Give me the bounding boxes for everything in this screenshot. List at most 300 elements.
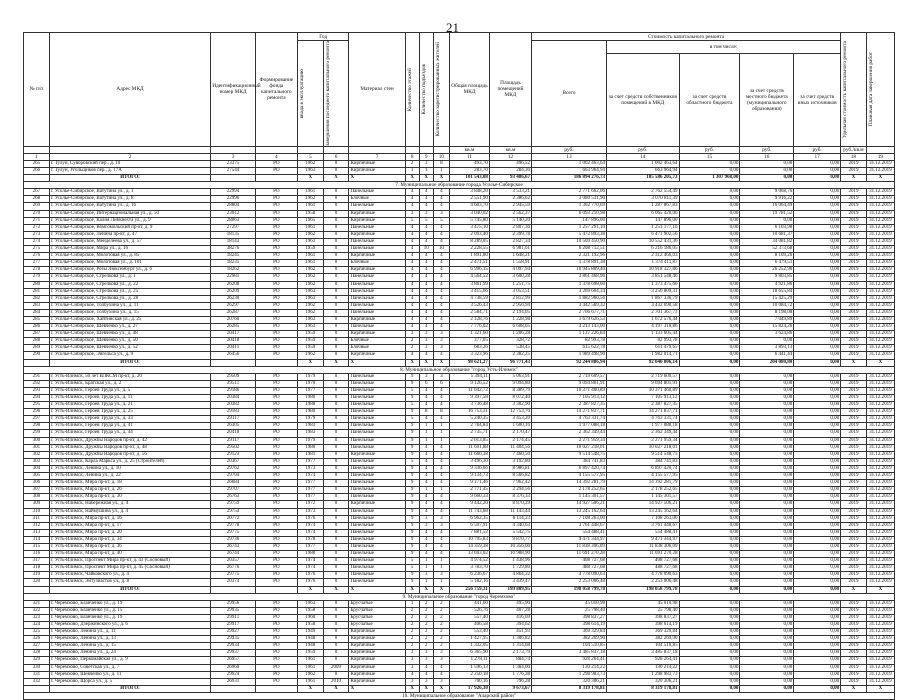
- table-cell: 282: [24, 295, 50, 302]
- table-cell: 2 128,76: [450, 316, 490, 323]
- table-cell: 6 479,51: [740, 260, 794, 267]
- col-local-header: за счет средств местного бюджета (муниципального образования): [740, 53, 794, 146]
- table-cell: 1972: [297, 501, 323, 508]
- table-cell: г. Усолье-Сибирское, Ленина пр-кт, д. 47: [49, 231, 211, 238]
- table-cell: 31.12.2019: [866, 210, 894, 217]
- table-cell: РО: [255, 451, 297, 458]
- table-cell: 1: [433, 558, 449, 565]
- table-cell: 0,00: [740, 387, 794, 394]
- table-cell: 2019: [841, 274, 867, 281]
- table-cell: 1 278,11: [450, 657, 490, 664]
- table-cell: 31.12.2019: [866, 373, 894, 380]
- table-cell: 9 514 548,75: [532, 451, 607, 458]
- table-cell: 10 945 809,40: [532, 267, 607, 274]
- table-cell: 1962: [297, 281, 323, 288]
- table-cell: 0: [323, 643, 349, 650]
- table-cell: 2 013,85: [450, 437, 490, 444]
- table-cell: 4: [419, 196, 433, 203]
- table-cell: 2019: [841, 458, 867, 465]
- table-cell: 0,00: [740, 664, 794, 671]
- table-cell: 9: [405, 395, 419, 402]
- table-cell: 11 143,44: [489, 508, 531, 515]
- table-cell: 321: [24, 600, 50, 607]
- table-cell: 2019: [841, 288, 867, 295]
- table-cell: 2019: [841, 387, 867, 394]
- table-cell: 3: [419, 572, 433, 579]
- table-cell: X: [419, 685, 433, 692]
- table-cell: X: [419, 359, 433, 366]
- table-cell: 45 010,98: [606, 600, 679, 607]
- table-cell: 4: [433, 302, 449, 309]
- table-cell: 2019: [841, 536, 867, 543]
- table-cell: 0,00: [679, 636, 740, 643]
- table-cell: 2 719 609,57: [532, 373, 607, 380]
- table-cell: 384 741,83: [532, 458, 607, 465]
- table-cell: 9: [405, 380, 419, 387]
- table-cell: 10 988,90: [489, 551, 531, 558]
- table-cell: 0,00: [794, 302, 841, 309]
- table-cell: 0,00: [740, 543, 794, 550]
- table-cell: 1988: [297, 402, 323, 409]
- table-row: [24, 203, 895, 210]
- table-cell: 332: [24, 678, 50, 685]
- table-cell: 1: [419, 565, 433, 572]
- table-cell: 3: [433, 338, 449, 345]
- table-cell: 2 271 959,34: [532, 437, 607, 444]
- table-cell: 0,00: [794, 657, 841, 664]
- table-cell: 3 861,99: [450, 281, 490, 288]
- table-cell: 0: [323, 160, 349, 167]
- table-cell: 4: [405, 302, 419, 309]
- table-cell: 104 510,85: [532, 643, 607, 650]
- table-cell: 2 701 367,73: [606, 309, 679, 316]
- table-row: [24, 636, 895, 643]
- table-cell: 0,00: [679, 387, 740, 394]
- table-cell: 0,00: [794, 487, 841, 494]
- table-cell: 5: [405, 565, 419, 572]
- table-cell: г. Усть-Илимск, Мира пр-кт, д. 34: [49, 536, 211, 543]
- table-cell: 0: [323, 536, 349, 543]
- table-cell: 0,00: [794, 522, 841, 529]
- table-cell: 2019: [841, 324, 867, 331]
- table-cell: 0,00: [740, 168, 794, 175]
- table-cell: 0,00: [679, 416, 740, 423]
- table-row: [24, 316, 895, 323]
- table-row: [24, 253, 895, 260]
- table-cell: РО: [255, 210, 297, 217]
- table-cell: г. Усть-Илимск, Проспект Мира пр-кт, д. 43 (Сосновый): [49, 558, 211, 565]
- table-cell: 5 240,35: [450, 416, 490, 423]
- table-cell: 700,16: [450, 678, 490, 685]
- table-row: [24, 657, 895, 664]
- col-total-header: Всего: [532, 41, 607, 147]
- table-cell: 11 838 306,09: [532, 543, 607, 550]
- table-cell: 29707: [211, 487, 255, 494]
- table-cell: Кирпичные: [349, 168, 405, 175]
- table-cell: 0: [323, 316, 349, 323]
- table-cell: 3: [433, 522, 449, 529]
- table-cell: 9: [405, 508, 419, 515]
- table-cell: 20383: [211, 402, 255, 409]
- table-cell: 2 762 554,49: [606, 189, 679, 196]
- table-cell: 0,00: [794, 246, 841, 253]
- table-cell: Панельные: [349, 409, 405, 416]
- table-cell: 0,00: [794, 380, 841, 387]
- table-cell: 6 996,15: [450, 267, 490, 274]
- table-cell: 0: [323, 402, 349, 409]
- table-cell: 1980: [297, 551, 323, 558]
- table-cell: 3: [433, 210, 449, 217]
- table-cell: Панельные: [349, 558, 405, 565]
- table-cell: г. Усть-Илимск, Энтузиастов ул., д. 8: [49, 579, 211, 586]
- table-cell: 8 109,26: [740, 253, 794, 260]
- table-cell: РО: [255, 380, 297, 387]
- table-cell: 394,62: [489, 622, 531, 629]
- table-cell: 1959: [297, 331, 323, 338]
- table-cell: X: [405, 586, 419, 593]
- table-cell: 290: [24, 352, 50, 359]
- table-cell: РО: [255, 196, 297, 203]
- table-cell: 7 776,02: [450, 324, 490, 331]
- table-cell: 268: [24, 196, 50, 203]
- table-cell: 315: [24, 543, 50, 550]
- table-cell: [24, 359, 50, 366]
- table-cell: 1959: [297, 246, 323, 253]
- col-other-header: за счет средств иных источников: [794, 53, 841, 146]
- table-row: [24, 543, 895, 550]
- table-cell: 9 442,20: [450, 501, 490, 508]
- table-cell: 2019: [841, 629, 867, 636]
- table-cell: 303: [24, 458, 50, 465]
- table-cell: 5: [405, 558, 419, 565]
- table-row: [24, 465, 895, 472]
- table-cell: 2019: [841, 451, 867, 458]
- table-cell: 276: [24, 253, 50, 260]
- table-cell: 2: [419, 600, 433, 607]
- table-cell: 0: [323, 607, 349, 614]
- table-cell: 96 771,43: [489, 359, 531, 366]
- table-row: [24, 238, 895, 245]
- table-cell: 286: [24, 324, 50, 331]
- table-cell: 11 838 306,09: [606, 543, 679, 550]
- table-cell: 1976: [297, 579, 323, 586]
- table-cell: 1948: [297, 636, 323, 643]
- table-cell: 2019: [841, 402, 867, 409]
- table-cell: 22996: [211, 196, 255, 203]
- table-cell: 2 362 349,44: [532, 430, 607, 437]
- table-cell: 0,00: [794, 373, 841, 380]
- table-cell: 26285: [211, 324, 255, 331]
- table-cell: 1961: [297, 260, 323, 267]
- table-row: [24, 224, 895, 231]
- table-cell: 29917: [211, 622, 255, 629]
- table-cell: 9: [405, 487, 419, 494]
- table-cell: 3 624,86: [740, 331, 794, 338]
- table-cell: 7 105 913,12: [532, 395, 607, 402]
- table-cell: 3: [405, 657, 419, 664]
- table-cell: 306: [24, 480, 50, 487]
- table-cell: 326: [24, 636, 50, 643]
- table-cell: 4: [433, 267, 449, 274]
- table-cell: 6 471 902,56: [606, 231, 679, 238]
- table-cell: 1: [433, 430, 449, 437]
- table-cell: РО: [255, 480, 297, 487]
- table-cell: 4: [405, 224, 419, 231]
- table-cell: Блочные: [349, 196, 405, 203]
- table-cell: 130 214,22: [606, 664, 679, 671]
- table-cell: Кирпичные: [349, 210, 405, 217]
- table-cell: 1 257 291,10: [532, 224, 607, 231]
- table-cell: РО: [255, 387, 297, 394]
- table-cell: 2019: [841, 558, 867, 565]
- table-cell: 0,00: [794, 402, 841, 409]
- table-cell: 398 837,27: [606, 614, 679, 621]
- table-cell: 29123: [211, 451, 255, 458]
- table-cell: 2: [419, 607, 433, 614]
- table-cell: 1 145 301,57: [532, 494, 607, 501]
- table-cell: РО: [255, 622, 297, 629]
- table-cell: [24, 586, 50, 593]
- table-cell: 1962: [297, 231, 323, 238]
- table-cell: 1 332,05: [450, 643, 490, 650]
- table-cell: 0,00: [679, 309, 740, 316]
- table-row: [24, 402, 895, 409]
- table-cell: Кирпичные: [349, 678, 405, 685]
- table-cell: 0,00: [794, 671, 841, 678]
- table-cell: г. Черемхово, Дзержинского ул., д. 6: [49, 622, 211, 629]
- table-cell: 29934: [211, 643, 255, 650]
- table-cell: 2 321 192,96: [532, 253, 607, 260]
- table-cell: 0,00: [794, 543, 841, 550]
- table-cell: 0,00: [794, 416, 841, 423]
- table-cell: РО: [255, 522, 297, 529]
- table-cell: 8 289,05: [450, 238, 490, 245]
- table-cell: 3 415,66: [450, 288, 490, 295]
- table-cell: 0,00: [794, 331, 841, 338]
- table-cell: 0: [323, 224, 349, 231]
- table-cell: 0,00: [679, 458, 740, 465]
- table-cell: 9 660,33: [450, 494, 490, 501]
- table-row: [24, 338, 895, 345]
- table-cell: 11 691 270,28: [532, 551, 607, 558]
- table-cell: РО: [255, 189, 297, 196]
- table-cell: 554 488,41: [532, 529, 607, 536]
- table-cell: г. Усолье-Сибирское, Ватутина ул., д. 8: [49, 196, 211, 203]
- table-cell: 325: [24, 629, 50, 636]
- table-cell: 2019: [841, 168, 867, 175]
- table-cell: 1: [419, 487, 433, 494]
- table-cell: 1 882 960,56: [532, 295, 607, 302]
- table-cell: 5: [433, 217, 449, 224]
- table-cell: 23375: [211, 160, 255, 167]
- table-cell: 0,00: [679, 359, 740, 366]
- table-cell: 4 340,63: [489, 522, 531, 529]
- table-cell: 3 861 468,96: [532, 274, 607, 281]
- table-cell: 31.12.2019: [866, 501, 894, 508]
- table-cell: 9 336,66: [450, 465, 490, 472]
- table-cell: 312: [24, 522, 50, 529]
- table-cell: 9 397,58: [450, 395, 490, 402]
- table-cell: 1 251,75: [489, 281, 531, 288]
- table-cell: X: [349, 175, 405, 182]
- table-cell: 0: [323, 409, 349, 416]
- table-cell: 0,00: [679, 487, 740, 494]
- table-cell: 2019: [841, 437, 867, 444]
- table-cell: 5: [405, 217, 419, 224]
- table-cell: 29704: [211, 473, 255, 480]
- table-cell: 4: [419, 295, 433, 302]
- table-cell: 4: [419, 231, 433, 238]
- table-cell: X: [433, 359, 449, 366]
- table-cell: Панельные: [349, 423, 405, 430]
- table-cell: 4 155 577,95: [606, 473, 679, 480]
- table-cell: 31.12.2019: [866, 671, 894, 678]
- table-cell: 4: [419, 501, 433, 508]
- table-cell: 1963: [297, 168, 323, 175]
- table-cell: г. Черемхово, Бланченко ул., д. 19: [49, 600, 211, 607]
- col-walls-header: Материал стен: [349, 33, 405, 147]
- table-cell: 1963: [297, 295, 323, 302]
- table-cell: X: [866, 586, 894, 593]
- table-cell: г. Черемхово, Щорса ул., д. 5: [49, 678, 211, 685]
- table-cell: 14 927 506,21: [532, 501, 607, 508]
- table-cell: РО: [255, 395, 297, 402]
- table-cell: 0,00: [679, 196, 740, 203]
- table-cell: 4: [419, 267, 433, 274]
- table-cell: 9: [405, 536, 419, 543]
- table-cell: 0,00: [794, 281, 841, 288]
- table-cell: 29502: [211, 444, 255, 451]
- table-cell: 6 216 186,05: [606, 246, 679, 253]
- table-cell: 2: [405, 622, 419, 629]
- table-cell: 0,00: [794, 579, 841, 586]
- table-cell: г. Усть-Илимск, Карла Маркса ул., д. 25 (Строителей): [49, 458, 211, 465]
- table-cell: 0,00: [740, 572, 794, 579]
- table-cell: 0: [323, 238, 349, 245]
- table-cell: 8 389,79: [489, 387, 531, 394]
- table-cell: 52 373,68: [740, 246, 794, 253]
- column-index-row: 1 2 3 4 5 6 7 8 9 10 11 12 13 14 15 16 17 18 19: [24, 153, 895, 160]
- table-cell: РО: [255, 302, 297, 309]
- table-row: [24, 309, 895, 316]
- table-cell: 0,00: [679, 650, 740, 657]
- table-cell: 0: [323, 508, 349, 515]
- table-cell: 5 745,80: [450, 217, 490, 224]
- table-cell: РО: [255, 316, 297, 323]
- table-cell: 0,00: [794, 473, 841, 480]
- table-cell: 10 027 218,01: [532, 444, 607, 451]
- table-cell: 0,00: [679, 551, 740, 558]
- table-cell: 3 893,13: [740, 345, 794, 352]
- table-cell: 2: [405, 643, 419, 650]
- table-row: [24, 501, 895, 508]
- table-cell: 0,00: [794, 529, 841, 536]
- table-cell: РО: [255, 487, 297, 494]
- table-cell: 3: [405, 650, 419, 657]
- table-cell: 0,00: [679, 508, 740, 515]
- table-cell: Панельные: [349, 572, 405, 579]
- section-row: [24, 692, 895, 699]
- table-cell: 20417: [211, 331, 255, 338]
- table-cell: 13 693,02: [450, 551, 490, 558]
- col-entrances-header: Количество подъездов: [419, 33, 433, 147]
- table-cell: 10: [433, 246, 449, 253]
- table-cell: 1 206,28: [489, 331, 531, 338]
- table-cell: 0,00: [679, 685, 740, 692]
- table-cell: 3: [405, 210, 419, 217]
- table-cell: X: [419, 175, 433, 182]
- table-cell: 31.12.2019: [866, 579, 894, 586]
- table-cell: 320 306,21: [532, 678, 607, 685]
- table-cell: 1980: [297, 409, 323, 416]
- table-cell: 3 526,43: [450, 302, 490, 309]
- col-address-header: Адрес МКД: [49, 33, 211, 147]
- table-cell: 13 245 162,64: [606, 508, 679, 515]
- table-cell: Панельные: [349, 416, 405, 423]
- table-cell: 557,40: [450, 614, 490, 621]
- table-cell: 2019: [841, 309, 867, 316]
- table-cell: 26931: [211, 678, 255, 685]
- table-cell: РО: [255, 473, 297, 480]
- table-cell: 3: [433, 678, 449, 685]
- table-cell: 0,00: [740, 395, 794, 402]
- table-cell: 20367: [211, 458, 255, 465]
- table-cell: 0,00: [740, 437, 794, 444]
- table-cell: г. Усолье-Сибирское, Шевченко ул., д. 52: [49, 345, 211, 352]
- table-cell: г. Усть-Илимск, Героев Труда ул., д. 44: [49, 430, 211, 437]
- table-cell: 10 795,83: [450, 536, 490, 543]
- col-registered-header: Количество зарегистрированных жителей: [433, 33, 449, 147]
- table-cell: Панельные: [349, 494, 405, 501]
- table-cell: 295: [24, 402, 50, 409]
- table-cell: 0: [323, 217, 349, 224]
- table-cell: X: [349, 685, 405, 692]
- table-cell: 299: [24, 430, 50, 437]
- table-cell: 406,58: [450, 622, 490, 629]
- table-cell: 2 387 827,35: [606, 402, 679, 409]
- table-cell: 1974: [297, 558, 323, 565]
- table-cell: 1 321,60: [450, 331, 490, 338]
- table-row: [24, 473, 895, 480]
- table-cell: 0,00: [740, 529, 794, 536]
- table-cell: 1: [419, 168, 433, 175]
- table-cell: 1978: [297, 536, 323, 543]
- table-cell: 1961: [297, 189, 323, 196]
- table-row: [24, 558, 895, 565]
- table-cell: 31.12.2019: [866, 480, 894, 487]
- table-cell: РО: [255, 352, 297, 359]
- table-cell: 0,00: [679, 203, 740, 210]
- table-cell: 6 441,44: [740, 352, 794, 359]
- table-cell: 1 307 968,00: [679, 175, 740, 182]
- table-cell: 31.12.2019: [866, 309, 894, 316]
- units-row: кв.м кв.м руб. руб. руб. руб. руб. руб./кв.м: [24, 146, 895, 153]
- table-cell: 4: [405, 281, 419, 288]
- table-cell: 1 298 983,73: [532, 671, 607, 678]
- table-cell: 3 040,02: [450, 210, 490, 217]
- table-cell: 31.12.2019: [866, 402, 894, 409]
- table-cell: 2: [405, 607, 419, 614]
- table-cell: 29778: [211, 522, 255, 529]
- table-cell: 1: [419, 437, 433, 444]
- table-cell: 0: [323, 324, 349, 331]
- table-cell: 4: [405, 295, 419, 302]
- table-cell: 45 010,98: [532, 600, 607, 607]
- table-cell: 31.12.2019: [866, 558, 894, 565]
- table-cell: 0: [323, 458, 349, 465]
- table-cell: Кирпичные: [349, 643, 405, 650]
- table-cell: 3 475,10: [450, 224, 490, 231]
